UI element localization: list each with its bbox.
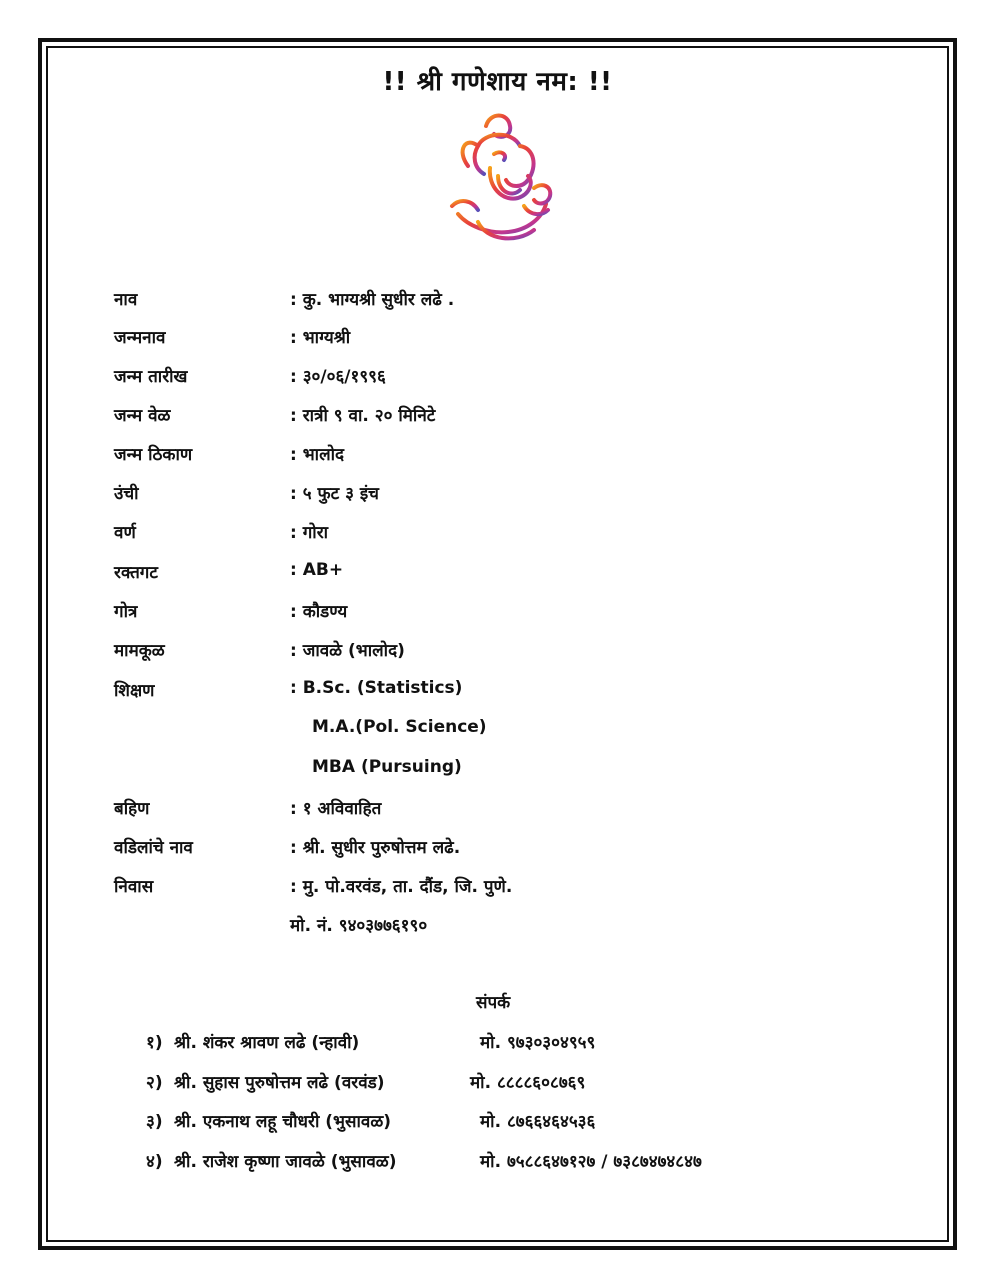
contact-number: २) <box>146 1073 163 1093</box>
contact-number: ३) <box>146 1112 163 1132</box>
contact-name: श्री. एकनाथ लहू चौधरी (भुसावळ) <box>174 1112 392 1132</box>
contact-phone: मो. ९७३०३०४९५९ <box>480 1033 596 1053</box>
detail-value: : भाग्यश्री <box>290 328 351 348</box>
contact-name: श्री. सुहास पुरुषोत्तम लढे (वरवंड) <box>174 1073 385 1093</box>
detail-value: : जावळे (भालोद) <box>290 641 405 661</box>
detail-value: MBA (Pursuing) <box>312 757 462 777</box>
detail-value: : AB+ <box>290 560 344 580</box>
detail-label: वर्ण <box>114 523 136 543</box>
detail-label: रक्तगट <box>114 563 158 583</box>
contact-number: १) <box>146 1033 163 1053</box>
ganesha-icon <box>438 106 560 252</box>
detail-label: मामकूळ <box>114 641 165 661</box>
detail-value: : ३०/०६/१९९६ <box>290 367 386 387</box>
detail-label: निवास <box>114 877 154 897</box>
detail-label: जन्म तारीख <box>114 367 188 387</box>
detail-value: : ५ फुट ३ इंच <box>290 484 379 504</box>
contact-phone: मो. ८७६६४६४५३६ <box>480 1112 596 1132</box>
detail-label: बहिण <box>114 799 150 819</box>
contact-number: ४) <box>146 1152 163 1172</box>
detail-label: उंची <box>114 484 139 504</box>
detail-value: : B.Sc. (Statistics) <box>290 678 463 698</box>
detail-label: जन्म ठिकाण <box>114 445 193 465</box>
detail-label: गोत्र <box>114 602 138 622</box>
contact-name: श्री. राजेश कृष्णा जावळे (भुसावळ) <box>174 1152 397 1172</box>
detail-label: नाव <box>114 290 138 310</box>
detail-value: : श्री. सुधीर पुरुषोत्तम लढे. <box>290 838 461 858</box>
detail-label: वडिलांचे नाव <box>114 838 193 858</box>
detail-value: M.A.(Pol. Science) <box>312 717 487 737</box>
detail-label: शिक्षण <box>114 681 155 701</box>
page-title: !! श्री गणेशाय नम: !! <box>382 67 613 97</box>
contact-phone: मो. ७५८८६४७१२७ / ७३८७४७४८४७ <box>480 1152 702 1172</box>
detail-value: : १ अविवाहित <box>290 799 382 819</box>
detail-value: : कौडण्य <box>290 602 348 622</box>
detail-label: जन्म वेळ <box>114 406 171 426</box>
detail-value: मो. नं. ९४०३७७६१९० <box>290 916 428 936</box>
contact-phone: मो. ८८८८६०८७६९ <box>470 1073 586 1093</box>
detail-value: : कु. भाग्यश्री सुधीर लढे . <box>290 290 455 310</box>
detail-value: : रात्री ९ वा. २० मिनिटे <box>290 406 436 426</box>
contact-heading: संपर्क <box>476 993 511 1013</box>
detail-value: : गोरा <box>290 523 329 543</box>
detail-label: जन्मनाव <box>114 328 166 348</box>
detail-value: : भालोद <box>290 445 345 465</box>
detail-value: : मु. पो.वरवंड, ता. दौंड, जि. पुणे. <box>290 877 513 897</box>
contact-name: श्री. शंकर श्रावण लढे (न्हावी) <box>174 1033 360 1053</box>
